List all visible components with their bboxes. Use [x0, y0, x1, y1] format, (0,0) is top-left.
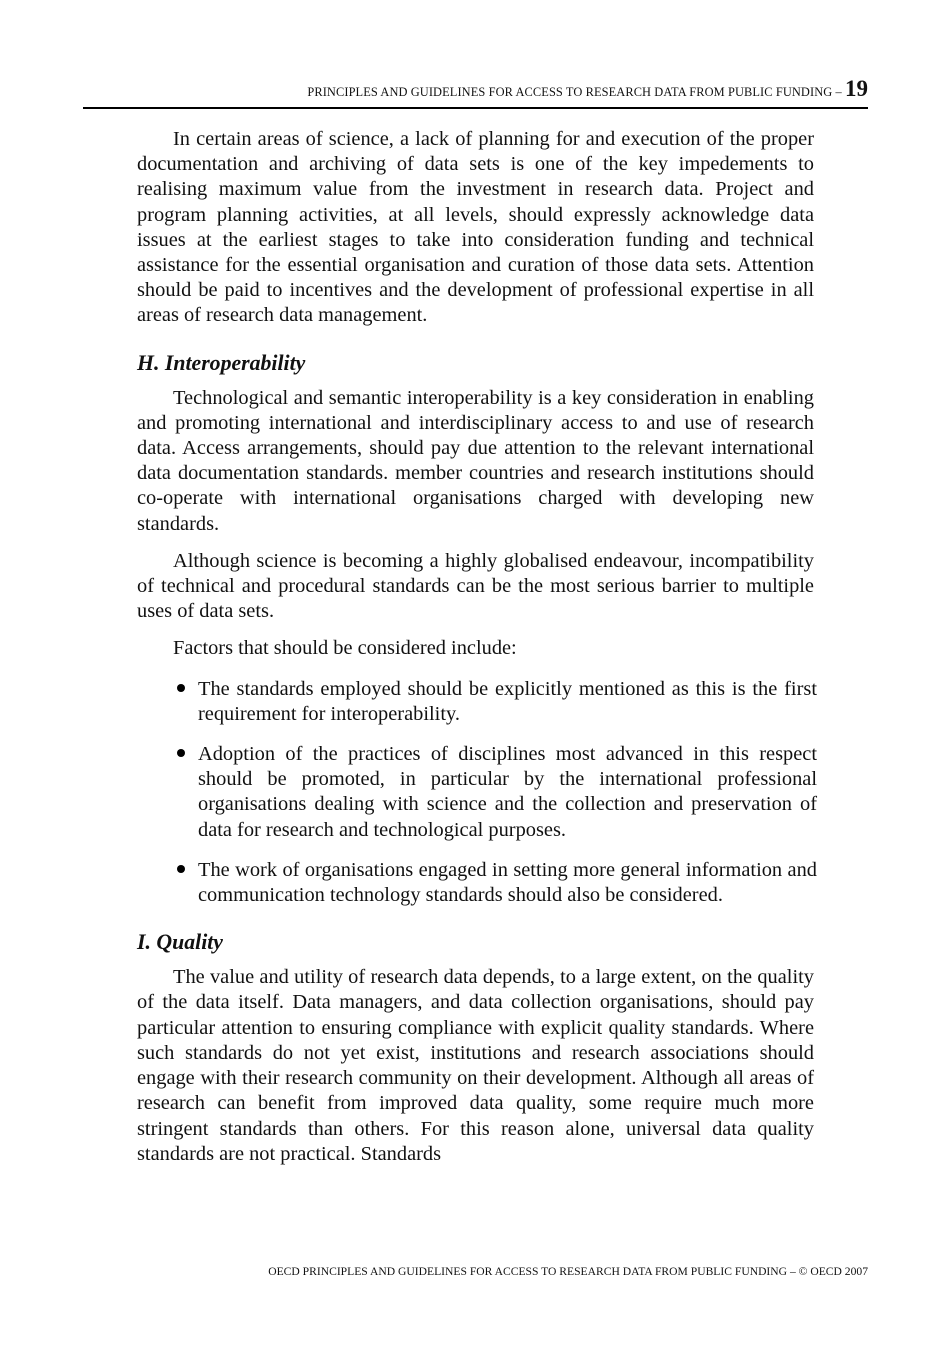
paragraph: Factors that should be considered include:	[173, 637, 517, 660]
paragraph: The value and utility of research data depends, to a large extent, on the quality of the data itself. Data managers, and data collection organisations, should pay particular attention to ensuring compliance with explicit quality standards. Where such standards do not yet exist, institutions and research associations should engage with their research community on their development. Although all areas of research can benefit from improved data quality, some require much more stringent standards than others. For this reason alone, universal data quality standards are not practical. Standards	[137, 966, 814, 1165]
page-number: 19	[845, 76, 868, 101]
list-item-text: Adoption of the practices of disciplines most advanced in this respect should be promoted, in particular by the international professional organisations dealing with science and the collection and preservation of data for research and technological purposes.	[198, 743, 817, 841]
list-item-text: The work of organisations engaged in setting more general information and communication technology standards should also be considered.	[198, 858, 817, 907]
running-header	[83, 76, 868, 109]
paragraph: Although science is becoming a highly globalised endeavour, incompatibility of technical and procedural standards can be the most serious barrier to multiple uses of data sets.	[137, 549, 814, 623]
page-body	[137, 127, 817, 1167]
list-item	[177, 742, 817, 843]
list-item	[177, 858, 817, 908]
factors-list	[137, 677, 817, 909]
bullet-icon	[177, 749, 185, 757]
section-heading-quality: I. Quality	[137, 930, 223, 955]
running-title: PRINCIPLES AND GUIDELINES FOR ACCESS TO RESEARCH DATA FROM PUBLIC FUNDING –	[307, 85, 845, 99]
list-item-text: The standards employed should be explicitly mentioned as this is the first requirement for interoperability.	[198, 677, 817, 725]
bullet-icon	[177, 684, 185, 692]
page-footer: OECD PRINCIPLES AND GUIDELINES FOR ACCESS TO RESEARCH DATA FROM PUBLIC FUNDING – © OECD 2007	[268, 1265, 868, 1278]
bullet-icon	[177, 865, 185, 873]
intro-paragraph: In certain areas of science, a lack of planning for and execution of the proper documentation and archiving of data sets is one of the key impedements to realising maximum value from the investment in research data. Project and program planning activities, at all levels, should expressly acknowledge data issues at the earliest stages to take into consideration funding and technical assistance for the essential organisation and curation of those data sets. Attention should be paid to incentives and the development of professional expertise in all areas of research data management.	[137, 128, 814, 327]
paragraph: Technological and semantic interoperability is a key consideration in enabling and promoting international and interdisciplinary access to and use of research data. Access arrangements, should pay due attention to the relevant international data documentation standards. member countries and research institutions should co-operate with international organisations charged with developing new standards.	[137, 386, 814, 535]
list-item	[177, 677, 817, 727]
section-heading-interoperability: H. Interoperability	[137, 350, 306, 375]
